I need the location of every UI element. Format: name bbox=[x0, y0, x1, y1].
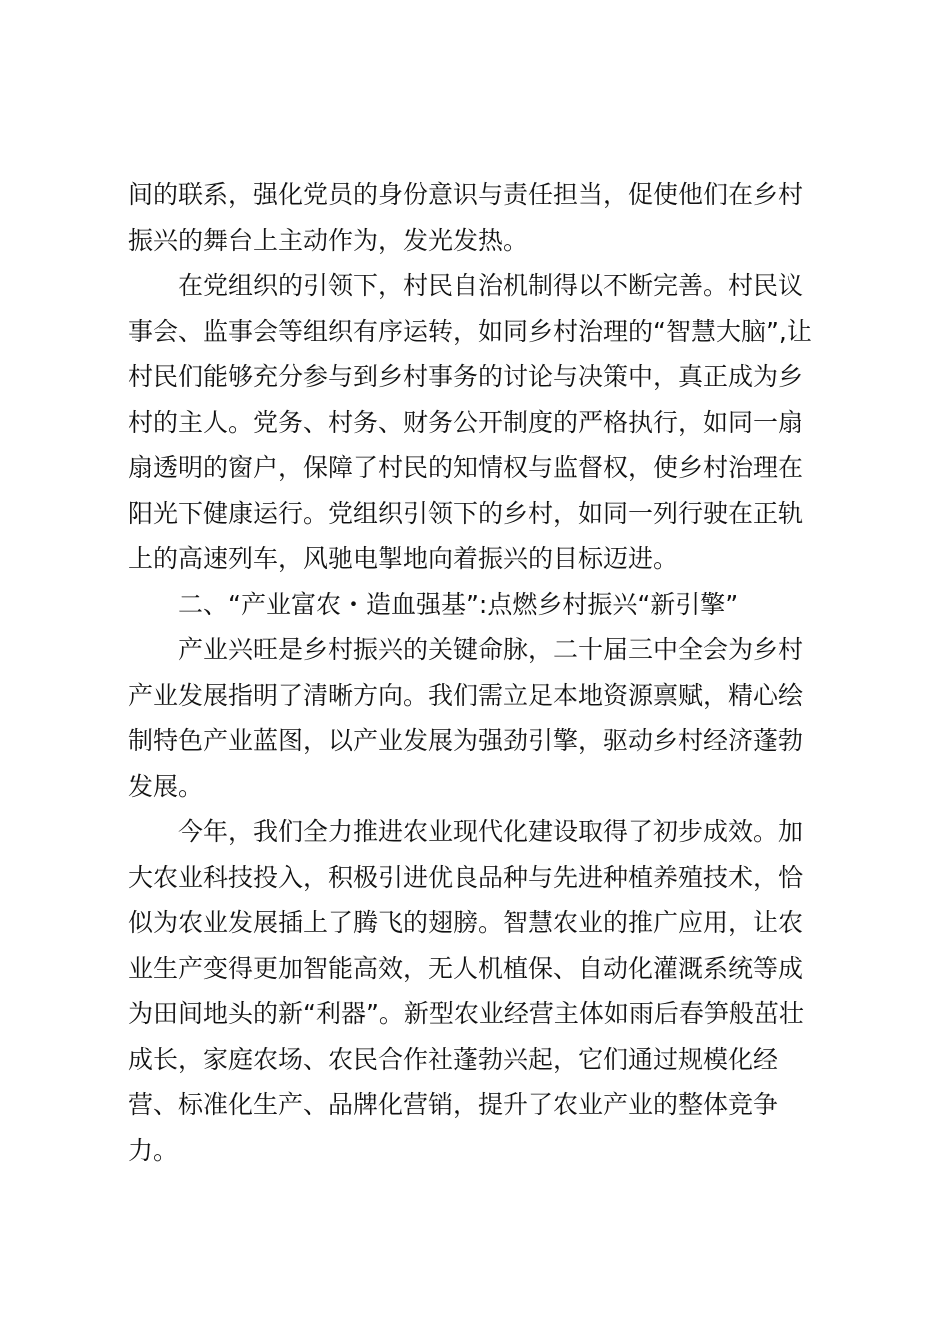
text-line: 制特色产业蓝图，以产业发展为强劲引擎，驱动乡村经济蓬勃 bbox=[128, 726, 804, 755]
text-line: 发展。 bbox=[128, 771, 204, 801]
text-line: 今年，我们全力推进农业现代化建设取得了初步成效。加 bbox=[178, 817, 804, 846]
text-line: 业生产变得更加智能高效，无人机植保、自动化灌溉系统等成 bbox=[128, 953, 804, 983]
text-line: 二、“产业富农・造血强基”:点燃乡村振兴“新引擎” bbox=[178, 589, 739, 619]
document-body bbox=[128, 172, 828, 1173]
text-line: 阳光下健康运行。党组织引领下的乡村，如同一列行驶在正轨 bbox=[128, 498, 804, 528]
text-line: 营、标准化生产、品牌化营销，提升了农业产业的整体竞争 bbox=[128, 1090, 779, 1119]
text-line: 为田间地头的新“利器”。新型农业经营主体如雨后春笋般茁壮 bbox=[128, 999, 804, 1028]
text-line: 间的联系，强化党员的身份意识与责任担当，促使他们在乡村 bbox=[128, 180, 804, 209]
text-line: 成长，家庭农场、农民合作社蓬勃兴起，它们通过规模化经 bbox=[128, 1044, 779, 1074]
text-line: 产业兴旺是乡村振兴的关键命脉，二十届三中全会为乡村 bbox=[178, 635, 804, 664]
text-line: 在党组织的引领下，村民自治机制得以不断完善。村民议 bbox=[178, 271, 804, 300]
text-line: 扇透明的窗户，保障了村民的知情权与监督权，使乡村治理在 bbox=[128, 453, 804, 482]
text-line: 振兴的舞台上主动作为，发光发热。 bbox=[128, 225, 529, 255]
text-line: 村民们能够充分参与到乡村事务的讨论与决策中，真正成为乡 bbox=[128, 362, 804, 391]
text-line: 力。 bbox=[128, 1135, 179, 1165]
text-line: 事会、监事会等组织有序运转，如同乡村治理的“智慧大脑”,让 bbox=[128, 316, 812, 346]
text-line: 村的主人。党务、村务、财务公开制度的严格执行，如同一扇 bbox=[128, 407, 804, 437]
text-line: 似为农业发展插上了腾飞的翅膀。智慧农业的推广应用，让农 bbox=[128, 908, 804, 937]
text-line: 大农业科技投入，积极引进优良品种与先进种植养殖技术，恰 bbox=[128, 862, 804, 892]
text-line: 上的高速列车，风驰电掣地向着振兴的目标迈进。 bbox=[128, 544, 679, 573]
text-line: 产业发展指明了清晰方向。我们需立足本地资源禀赋，精心绘 bbox=[128, 680, 804, 710]
